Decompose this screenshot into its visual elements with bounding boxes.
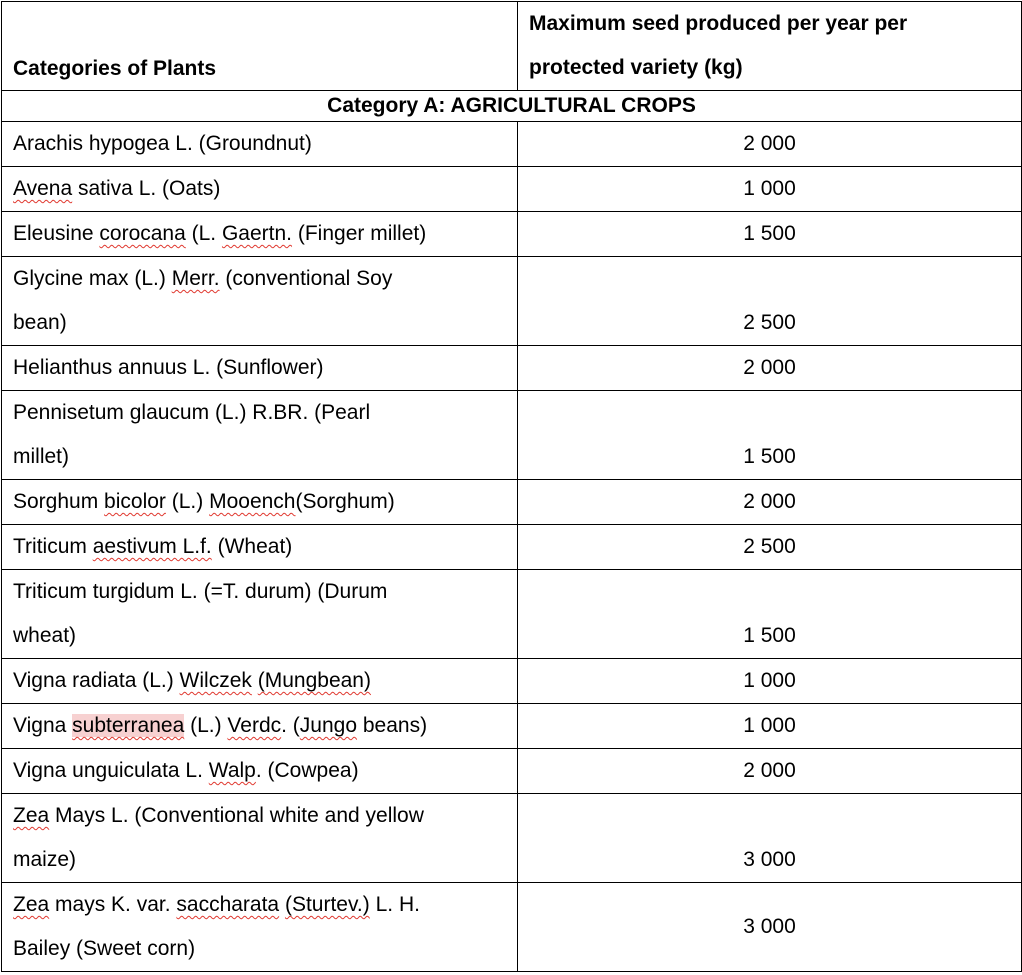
plant-name: Vigna subterranea (L.) Verdc. (Jungo beans) (2, 704, 518, 749)
table-row (2, 122, 1022, 167)
plant-name: Zea mays K. var. saccharata (Sturtev.) L. H. Bailey (Sweet corn) (2, 883, 518, 972)
table-row (2, 570, 1022, 659)
seed-amount: 3 000 (518, 883, 1022, 972)
seed-amount: 3 000 (518, 794, 1022, 883)
plant-name: Vigna radiata (L.) Wilczek (Mungbean) (2, 659, 518, 704)
plant-name: Pennisetum glaucum (L.) R.BR. (Pearl millet) (2, 391, 518, 480)
seed-amount: 2 500 (518, 257, 1022, 346)
table-row (2, 346, 1022, 391)
table-row (2, 525, 1022, 570)
plant-name: Zea Mays L. (Conventional white and yellow maize) (2, 794, 518, 883)
seed-amount: 2 000 (518, 122, 1022, 167)
header-row (2, 2, 1022, 91)
header-categories: Categories of Plants (2, 2, 518, 91)
table-row (2, 749, 1022, 794)
category-row (2, 91, 1022, 122)
table-row (2, 659, 1022, 704)
plant-name: Eleusine corocana (L. Gaertn. (Finger millet) (2, 212, 518, 257)
category-title: Category A: AGRICULTURAL CROPS (2, 91, 1022, 122)
table-row (2, 794, 1022, 883)
table-row (2, 212, 1022, 257)
seed-amount: 2 500 (518, 525, 1022, 570)
seed-amount: 1 500 (518, 570, 1022, 659)
seed-amount: 2 000 (518, 346, 1022, 391)
header-max-seed (518, 2, 1022, 91)
table-row (2, 167, 1022, 212)
crop-seed-table (1, 1, 1022, 972)
plant-name: Glycine max (L.) Merr. (conventional Soy bean) (2, 257, 518, 346)
seed-amount: 2 000 (518, 749, 1022, 794)
table-row (2, 704, 1022, 749)
table-row (2, 391, 1022, 480)
plant-name: Vigna unguiculata L. Walp. (Cowpea) (2, 749, 518, 794)
plant-name: Avena sativa L. (Oats) (2, 167, 518, 212)
table-row (2, 883, 1022, 972)
table-row (2, 257, 1022, 346)
plant-name: Arachis hypogea L. (Groundnut) (2, 122, 518, 167)
header-max-seed-line2: protected variety (kg) (529, 56, 743, 79)
seed-amount: 2 000 (518, 480, 1022, 525)
seed-amount: 1 000 (518, 167, 1022, 212)
seed-amount: 1 000 (518, 659, 1022, 704)
plant-name: Sorghum bicolor (L.) Mooench(Sorghum) (2, 480, 518, 525)
table-row (2, 480, 1022, 525)
seed-amount: 1 000 (518, 704, 1022, 749)
plant-name: Helianthus annuus L. (Sunflower) (2, 346, 518, 391)
header-max-seed-line1: Maximum seed produced per year per (529, 12, 908, 35)
seed-amount: 1 500 (518, 212, 1022, 257)
seed-amount: 1 500 (518, 391, 1022, 480)
plant-name: Triticum aestivum L.f. (Wheat) (2, 525, 518, 570)
plant-name: Triticum turgidum L. (=T. durum) (Durum wheat) (2, 570, 518, 659)
